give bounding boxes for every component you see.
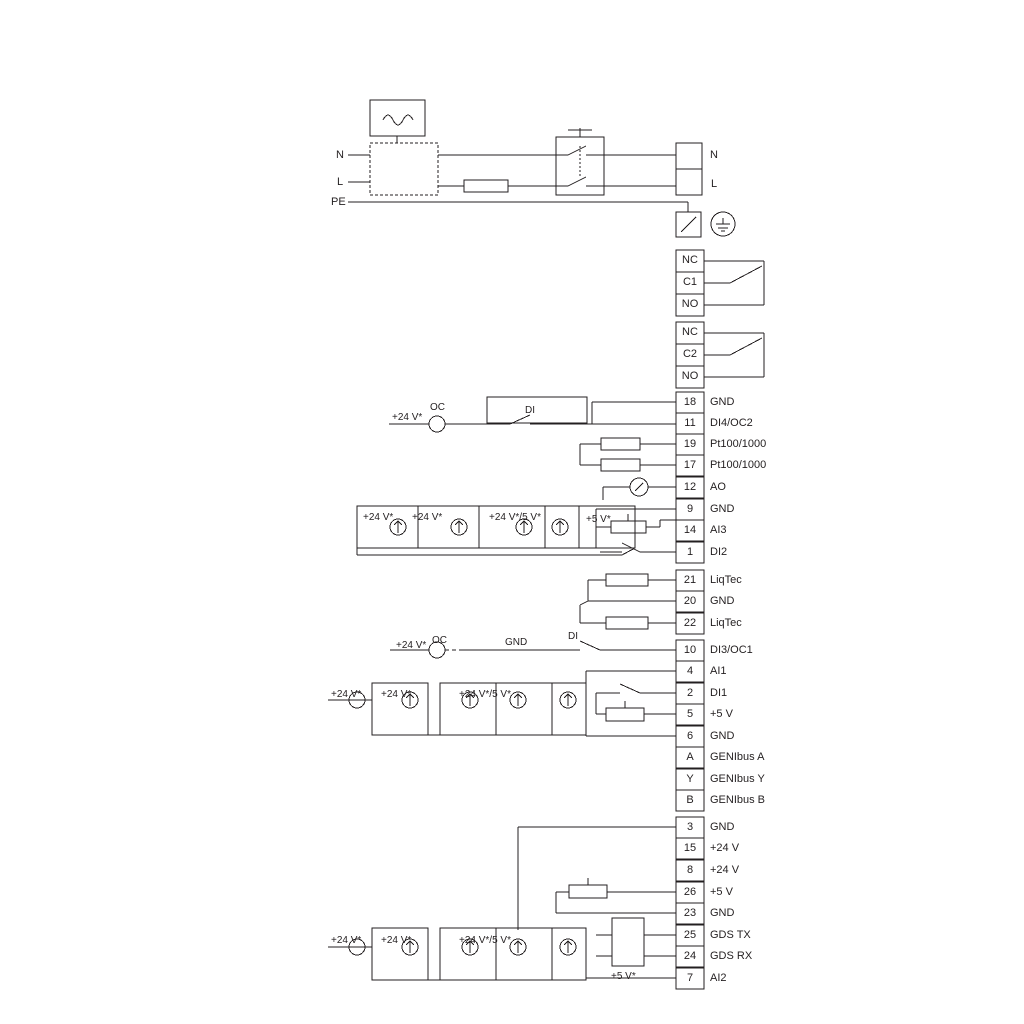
terminal-number: 7	[686, 972, 694, 984]
label-mains-pe: PE	[331, 196, 346, 208]
annotation: +24 V*	[331, 935, 362, 946]
terminal-label: GENIbus A	[710, 751, 765, 763]
relay2-no-number: NO	[681, 370, 699, 382]
annotation: +24 V*	[396, 640, 427, 651]
terminal-label: Pt100/1000	[710, 438, 767, 450]
terminal-number: 1	[686, 546, 694, 558]
terminal-number: 25	[683, 929, 697, 941]
annotation: +24 V*	[381, 689, 412, 700]
terminal-label: GENIbus Y	[710, 773, 765, 785]
terminal-number: 9	[686, 503, 694, 515]
terminal-label: Pt100/1000	[710, 459, 767, 471]
terminal-label: DI2	[710, 546, 728, 558]
terminal-label: DI1	[710, 687, 728, 699]
terminal-number: 8	[686, 864, 694, 876]
terminal-number: 24	[683, 950, 697, 962]
terminal-number: 19	[683, 438, 697, 450]
relay2-nc-number: NC	[682, 326, 698, 338]
terminal-label: LiqTec	[710, 574, 742, 586]
label-out-n: N	[710, 149, 718, 161]
terminal-number: 10	[683, 644, 697, 656]
annotation: +24 V*	[363, 512, 394, 523]
annotation: +24 V*/5 V*	[459, 689, 511, 700]
terminal-number: 15	[683, 842, 697, 854]
terminal-number: 6	[686, 730, 694, 742]
terminal-number: 12	[683, 481, 697, 493]
terminal-number: 26	[683, 886, 697, 898]
annotation: +24 V*	[412, 512, 443, 523]
terminal-number: 14	[683, 524, 697, 536]
label-mains-l: L	[337, 176, 344, 188]
relay1-no-number: NO	[681, 298, 699, 310]
annotation: +24 V*/5 V*	[489, 512, 541, 523]
annotation: OC	[432, 635, 447, 646]
terminal-number: 17	[683, 459, 697, 471]
terminal-label: GND	[710, 595, 735, 607]
annotation: DI	[568, 631, 578, 642]
annotation: +24 V*	[381, 935, 412, 946]
terminal-label: GND	[710, 730, 735, 742]
terminal-label: GDS RX	[710, 950, 753, 962]
terminal-label: GND	[710, 907, 735, 919]
terminal-label: +5 V	[710, 886, 733, 898]
relay2-c-number: C2	[682, 348, 698, 360]
annotation: +24 V*	[392, 412, 423, 423]
terminal-number: A	[686, 751, 694, 763]
terminal-label: +24 V	[710, 864, 740, 876]
terminal-number: 4	[686, 665, 694, 677]
terminal-number: 20	[683, 595, 697, 607]
terminal-label: +24 V	[710, 842, 740, 854]
terminal-label: AI2	[710, 972, 727, 984]
terminal-label: DI3/OC1	[710, 644, 753, 656]
label-out-l: L	[711, 178, 718, 190]
relay1-c-number: C1	[682, 276, 698, 288]
annotation: +5 V*	[586, 514, 611, 525]
relay1-nc-number: NC	[682, 254, 698, 266]
label-mains-n: N	[336, 149, 344, 161]
terminal-label: GDS TX	[710, 929, 751, 941]
terminal-label: GND	[710, 396, 735, 408]
annotation: +5 V*	[611, 971, 636, 982]
terminal-number: 21	[683, 574, 697, 586]
terminal-label: GND	[710, 821, 735, 833]
annotation: DI	[525, 405, 535, 416]
terminal-label: +5 V	[710, 708, 733, 720]
terminal-number: 18	[683, 396, 697, 408]
terminal-number: B	[686, 794, 694, 806]
terminal-number: 3	[686, 821, 694, 833]
terminal-label: GENIbus B	[710, 794, 766, 806]
annotation: GND	[505, 637, 528, 648]
terminal-label: AO	[710, 481, 726, 493]
terminal-label: LiqTec	[710, 617, 742, 629]
terminal-label: AI1	[710, 665, 727, 677]
terminal-number: 23	[683, 907, 697, 919]
terminal-number: 11	[684, 417, 696, 429]
terminal-number: 5	[686, 708, 694, 720]
annotation: OC	[430, 402, 445, 413]
terminal-label: AI3	[710, 524, 727, 536]
terminal-number: 2	[686, 687, 694, 699]
annotation: +24 V*	[331, 689, 362, 700]
terminal-label: GND	[710, 503, 735, 515]
terminal-number: 22	[683, 617, 697, 629]
annotation: +24 V*/5 V*	[459, 935, 511, 946]
terminal-number: Y	[686, 773, 694, 785]
terminal-label: DI4/OC2	[710, 417, 753, 429]
